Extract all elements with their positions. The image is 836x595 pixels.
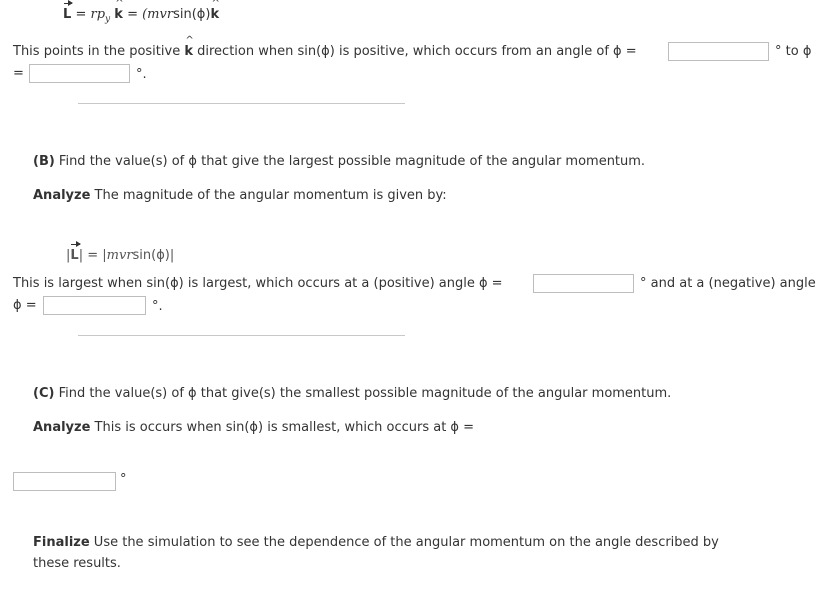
part-c-degree: ° — [120, 472, 127, 487]
vector-L: L — [63, 7, 72, 22]
part-b-analyze-label: Analyze — [33, 188, 91, 203]
var-mvr-abs: |mvr — [102, 248, 133, 263]
vector-L-magnitude: L — [70, 248, 79, 263]
part-b-analyze-text: The magnitude of the angular momentum is given by: — [90, 188, 447, 203]
unit-vector-k: ^ k — [114, 7, 123, 22]
answer-input-phi-negative[interactable] — [43, 296, 146, 315]
part-c-analyze-text: This is occurs when sin(ϕ) is smallest, which occurs at ϕ = — [90, 420, 475, 435]
finalize-line2: these results. — [33, 556, 121, 571]
unit-vector-k-2: ^ k — [210, 7, 219, 22]
sin-func: sin( — [173, 7, 197, 22]
unit-vector-k-inline: ^ k — [184, 44, 193, 59]
part-b-label: (B) — [33, 154, 55, 169]
equals-sign-2: = — [127, 7, 138, 22]
subscript-y: y — [105, 14, 111, 25]
part-b-line1-after: ° and at a (negative) angle — [640, 276, 816, 291]
var-rp: rp — [90, 7, 106, 22]
part-b-phi-label: ϕ = — [13, 298, 37, 313]
part-c-analyze — [33, 420, 474, 435]
answer-input-phi-positive[interactable] — [533, 274, 634, 293]
part-a-to-text: ° to ϕ — [775, 44, 812, 59]
abs-right: | — [78, 248, 84, 263]
part-b-analyze — [33, 188, 447, 203]
equation-angular-momentum — [63, 7, 219, 25]
answer-input-phi-smallest[interactable] — [13, 472, 116, 491]
part-a-equals: = — [13, 66, 24, 81]
abs-left: | — [66, 248, 71, 263]
phi-symbol: ϕ — [196, 7, 206, 22]
sin-abs: sin(ϕ)| — [132, 248, 175, 263]
finalize-text-1: Use the simulation to see the dependence of the angular momentum on the angle described by — [89, 535, 719, 550]
part-b-degree: °. — [152, 299, 163, 314]
equation-magnitude — [66, 248, 174, 263]
part-c-question — [33, 386, 671, 401]
part-c-question-text: Find the value(s) of ϕ that give(s) the smallest possible magnitude of the angular momentum. — [54, 386, 672, 401]
close-paren: ) — [205, 7, 211, 22]
var-mvr: (mvr — [142, 7, 174, 22]
finalize-line1 — [33, 535, 719, 550]
part-c-analyze-label: Analyze — [33, 420, 91, 435]
part-b-line1: This is largest when sin(ϕ) is largest, which occurs at a (positive) angle ϕ = — [13, 276, 503, 291]
finalize-label: Finalize — [33, 535, 90, 550]
divider-2 — [78, 335, 405, 336]
part-c-label: (C) — [33, 386, 55, 401]
equals-sign: = — [75, 7, 87, 22]
part-a-text-start: This points in the positive — [13, 44, 185, 59]
equals-sign-3: = — [87, 248, 99, 263]
divider-1 — [78, 103, 405, 104]
answer-input-phi-end[interactable] — [29, 64, 130, 83]
part-b-question-text: Find the value(s) of ϕ that give the largest possible magnitude of the angular momentum. — [54, 154, 646, 169]
part-a-degree: °. — [136, 67, 147, 82]
answer-input-phi-start[interactable] — [668, 42, 769, 61]
part-a-text — [13, 44, 637, 59]
part-a-text-end: direction when sin(ϕ) is positive, which occurs from an angle of ϕ = — [193, 44, 637, 59]
part-b-question — [33, 154, 645, 169]
